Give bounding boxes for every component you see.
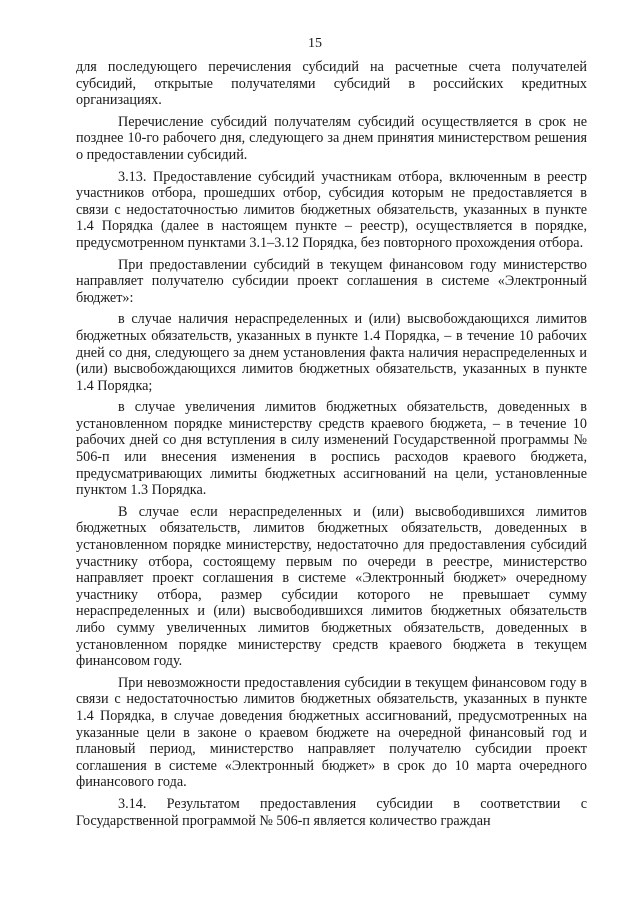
page-number: 15 (308, 36, 322, 51)
document-body (76, 59, 587, 834)
paragraph-agreement-draft: При предоставлении субсидий в текущем финансовом году министерство направляет получателю субсидии проект соглашения в системе «Электронный бюджет»: (76, 256, 587, 306)
paragraph-increased-limits: в случае увеличения лимитов бюджетных обязательств, доведенных в установленном порядке министерству средств краевого бюджета, – в течение 10 рабочих дней со дня вступления в силу изменений Государственной программы № 506-п или внесения изменения в роспись расходов краевого бюджета, предусматривающих лимиты бюджетных ассигнований на цели, установленные пунктом 1.3 Порядка. (76, 399, 587, 499)
paragraph-insufficient-limits: В случае если нераспределенных и (или) высвободившихся лимитов бюджетных обязательств, лимитов бюджетных обязательств, доведенных в установленном порядке министерству, недостаточно для предоставления субсидий участнику отбора, состоящему первым по очереди в реестре, министерство направляет проект соглашения в системе «Электронный бюджет» очередному участнику отбора, размер субсидии которого не превышает сумму нераспределенных и (или) высвободившихся лимитов бюджетных обязательств либо сумму увеличенных лимитов бюджетных обязательств, доведенных в установленном порядке министерству средств краевого бюджета в текущем финансовом году. (76, 503, 587, 670)
paragraph-3-14: 3.14. Результатом предоставления субсидии в соответствии с Государственной программой № 506-п является количество граждан (76, 795, 587, 829)
paragraph-undistributed-limits: в случае наличия нераспределенных и (или) высвобождающихся лимитов бюджетных обязательств, указанных в пункте 1.4 Порядка, – в течение 10 рабочих дней со дня, следующего за днем установления факта наличия нераспределенных и (или) высвобождающихся лимитов бюджетных обязательств, указанных в пункте 1.4 Порядка; (76, 311, 587, 394)
paragraph-continuation: для последующего перечисления субсидий на расчетные счета получателей субсидий, открытые получателями субсидий в российских кредитных организациях. (76, 59, 587, 109)
paragraph-next-year: При невозможности предоставления субсидии в текущем финансовом году в связи с недостаточностью лимитов бюджетных обязательств, указанных в пункте 1.4 Порядка, в случае доведения бюджетных ассигнований, предусмотренных на указанные цели в законе о краевом бюджете на очередной финансовый год и плановый период, министерство направляет получателю субсидии проект соглашения в системе «Электронный бюджет» в срок до 10 марта очередного финансового года. (76, 674, 587, 791)
paragraph-3-13: 3.13. Предоставление субсидий участникам отбора, включенным в реестр участников отбора, прошедших отбор, субсидия которым не предоставляется в связи с недостаточностью лимитов бюджетных обязательств, указанных в пункте 1.4 Порядка (далее в настоящем пункте – реестр), осуществляется в порядке, предусмотренном пунктами 3.1–3.12 Порядка, без повторного прохождения отбора. (76, 168, 587, 251)
paragraph-transfer-deadline: Перечисление субсидий получателям субсидий осуществляется в срок не позднее 10-го рабочего дня, следующего за днем принятия министерством решения о предоставлении субсидий. (76, 113, 587, 163)
